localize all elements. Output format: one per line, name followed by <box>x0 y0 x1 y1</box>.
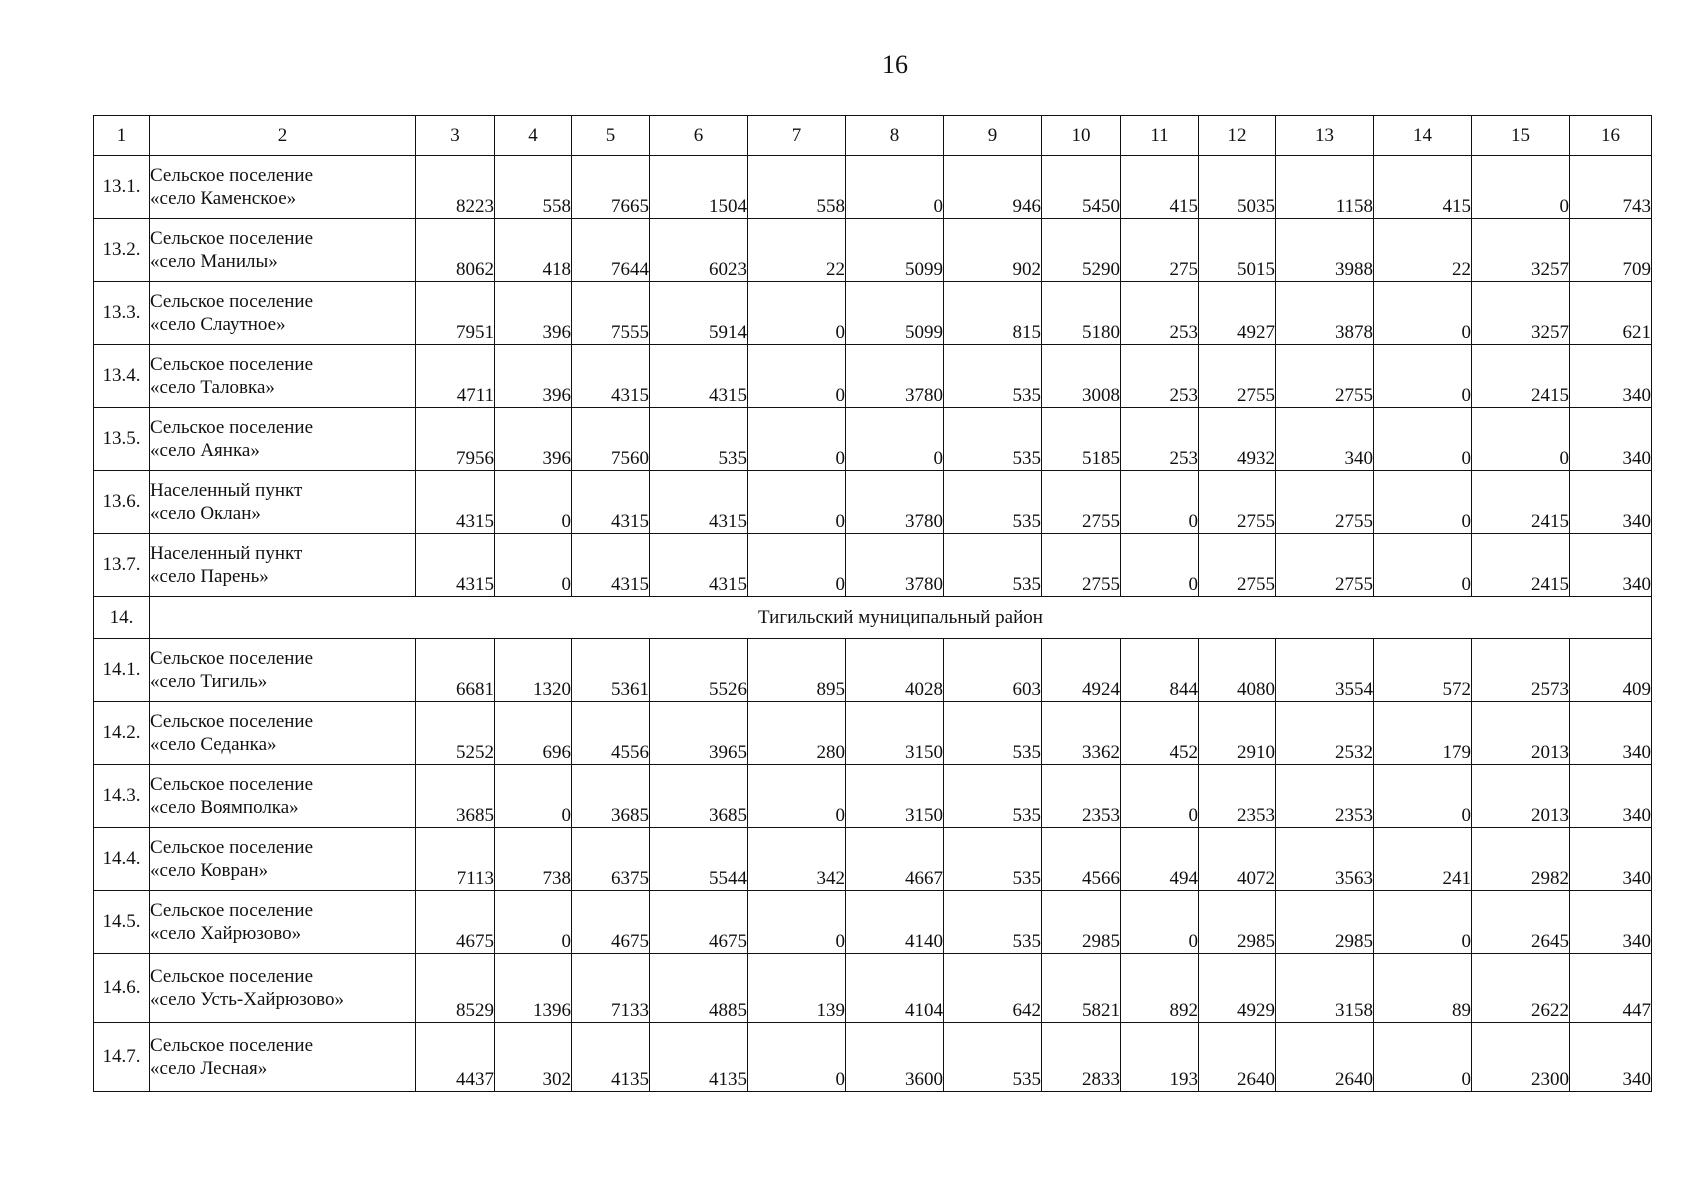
cell-col-12: 4927 <box>1199 282 1276 345</box>
cell-col-3: 7113 <box>416 828 495 891</box>
cell-col-16: 340 <box>1570 471 1652 534</box>
settlement-name <box>150 219 416 282</box>
cell-col-15: 2013 <box>1472 765 1570 828</box>
cell-col-11: 415 <box>1121 156 1199 219</box>
cell-col-14: 0 <box>1374 282 1472 345</box>
cell-col-6: 4315 <box>650 345 748 408</box>
cell-col-16: 340 <box>1570 765 1652 828</box>
row-code: 13.5. <box>94 408 150 471</box>
cell-col-10: 5180 <box>1042 282 1121 345</box>
cell-col-5: 7133 <box>572 954 650 1023</box>
cell-col-16: 340 <box>1570 702 1652 765</box>
cell-col-4: 0 <box>495 471 572 534</box>
cell-col-13: 1158 <box>1276 156 1374 219</box>
cell-col-14: 415 <box>1374 156 1472 219</box>
table-header <box>94 116 1652 156</box>
cell-col-4: 418 <box>495 219 572 282</box>
table-row <box>94 702 1652 765</box>
cell-col-7: 22 <box>748 219 846 282</box>
settlement-name <box>150 156 416 219</box>
cell-col-5: 4315 <box>572 534 650 597</box>
settlement-name <box>150 282 416 345</box>
column-header-4: 4 <box>495 116 572 156</box>
table-row <box>94 408 1652 471</box>
cell-col-15: 2415 <box>1472 534 1570 597</box>
cell-col-10: 2985 <box>1042 891 1121 954</box>
cell-col-9: 535 <box>944 408 1042 471</box>
column-header-12: 12 <box>1199 116 1276 156</box>
cell-col-13: 3158 <box>1276 954 1374 1023</box>
settlement-name <box>150 408 416 471</box>
cell-col-14: 22 <box>1374 219 1472 282</box>
cell-col-9: 535 <box>944 891 1042 954</box>
cell-col-7: 280 <box>748 702 846 765</box>
column-header-10: 10 <box>1042 116 1121 156</box>
column-header-2: 2 <box>150 116 416 156</box>
cell-col-13: 3988 <box>1276 219 1374 282</box>
column-header-15: 15 <box>1472 116 1570 156</box>
cell-col-11: 0 <box>1121 534 1199 597</box>
settlement-name-line: Сельское поселение <box>150 417 314 438</box>
cell-col-6: 6023 <box>650 219 748 282</box>
settlement-name <box>150 534 416 597</box>
settlement-name-line: Сельское поселение <box>150 774 314 795</box>
cell-col-13: 2532 <box>1276 702 1374 765</box>
cell-col-11: 0 <box>1121 471 1199 534</box>
cell-col-4: 302 <box>495 1023 572 1092</box>
cell-col-11: 892 <box>1121 954 1199 1023</box>
table-body <box>94 156 1652 1092</box>
column-header-9: 9 <box>944 116 1042 156</box>
cell-col-10: 5185 <box>1042 408 1121 471</box>
cell-col-12: 4080 <box>1199 639 1276 702</box>
cell-col-12: 2755 <box>1199 471 1276 534</box>
cell-col-4: 0 <box>495 534 572 597</box>
column-header-6: 6 <box>650 116 748 156</box>
cell-col-6: 1504 <box>650 156 748 219</box>
settlement-name-line: Сельское поселение <box>150 711 314 732</box>
settlement-name-line: «село Аянка» <box>150 440 260 461</box>
cell-col-13: 2640 <box>1276 1023 1374 1092</box>
cell-col-15: 3257 <box>1472 219 1570 282</box>
cell-col-3: 7956 <box>416 408 495 471</box>
cell-col-5: 4315 <box>572 345 650 408</box>
cell-col-6: 4885 <box>650 954 748 1023</box>
cell-col-16: 340 <box>1570 408 1652 471</box>
cell-col-15: 2645 <box>1472 891 1570 954</box>
cell-col-15: 3257 <box>1472 282 1570 345</box>
cell-col-6: 4135 <box>650 1023 748 1092</box>
settlement-name <box>150 639 416 702</box>
cell-col-16: 340 <box>1570 891 1652 954</box>
cell-col-6: 5914 <box>650 282 748 345</box>
settlement-name-line: «село Слаутное» <box>150 314 286 335</box>
cell-col-15: 2982 <box>1472 828 1570 891</box>
cell-col-14: 179 <box>1374 702 1472 765</box>
table-row <box>94 156 1652 219</box>
cell-col-14: 0 <box>1374 891 1472 954</box>
cell-col-3: 8223 <box>416 156 495 219</box>
cell-col-16: 340 <box>1570 534 1652 597</box>
cell-col-10: 2755 <box>1042 471 1121 534</box>
cell-col-5: 3685 <box>572 765 650 828</box>
cell-col-8: 0 <box>846 408 944 471</box>
row-code: 14.1. <box>94 639 150 702</box>
cell-col-5: 7555 <box>572 282 650 345</box>
cell-col-9: 902 <box>944 219 1042 282</box>
cell-col-14: 0 <box>1374 345 1472 408</box>
cell-col-16: 621 <box>1570 282 1652 345</box>
cell-col-5: 5361 <box>572 639 650 702</box>
column-header-1: 1 <box>94 116 150 156</box>
cell-col-9: 535 <box>944 471 1042 534</box>
cell-col-3: 4315 <box>416 471 495 534</box>
column-header-8: 8 <box>846 116 944 156</box>
cell-col-12: 2353 <box>1199 765 1276 828</box>
cell-col-16: 340 <box>1570 828 1652 891</box>
row-code: 14.3. <box>94 765 150 828</box>
cell-col-16: 709 <box>1570 219 1652 282</box>
settlement-name-line: «село Усть-Хайрюзово» <box>150 989 344 1010</box>
settlement-name-line: Населенный пункт <box>150 543 303 564</box>
cell-col-8: 3150 <box>846 765 944 828</box>
cell-col-15: 2622 <box>1472 954 1570 1023</box>
cell-col-3: 4675 <box>416 891 495 954</box>
cell-col-4: 396 <box>495 345 572 408</box>
cell-col-9: 535 <box>944 345 1042 408</box>
cell-col-10: 4566 <box>1042 828 1121 891</box>
cell-col-8: 3780 <box>846 471 944 534</box>
cell-col-7: 0 <box>748 765 846 828</box>
cell-col-16: 340 <box>1570 1023 1652 1092</box>
cell-col-10: 2833 <box>1042 1023 1121 1092</box>
cell-col-4: 696 <box>495 702 572 765</box>
cell-col-13: 340 <box>1276 408 1374 471</box>
cell-col-16: 743 <box>1570 156 1652 219</box>
cell-col-9: 815 <box>944 282 1042 345</box>
cell-col-10: 2353 <box>1042 765 1121 828</box>
cell-col-9: 535 <box>944 702 1042 765</box>
cell-col-6: 5544 <box>650 828 748 891</box>
cell-col-10: 5821 <box>1042 954 1121 1023</box>
table-row <box>94 534 1652 597</box>
settlement-name-line: Сельское поселение <box>150 291 314 312</box>
cell-col-15: 0 <box>1472 408 1570 471</box>
cell-col-7: 0 <box>748 534 846 597</box>
settlement-name <box>150 345 416 408</box>
cell-col-7: 0 <box>748 1023 846 1092</box>
settlement-name-line: «село Хайрюзово» <box>150 923 302 944</box>
settlement-name-line: Сельское поселение <box>150 966 314 987</box>
cell-col-11: 253 <box>1121 408 1199 471</box>
cell-col-3: 7951 <box>416 282 495 345</box>
cell-col-13: 2985 <box>1276 891 1374 954</box>
cell-col-5: 6375 <box>572 828 650 891</box>
cell-col-3: 3685 <box>416 765 495 828</box>
cell-col-4: 396 <box>495 282 572 345</box>
cell-col-3: 5252 <box>416 702 495 765</box>
cell-col-12: 4929 <box>1199 954 1276 1023</box>
row-code: 13.6. <box>94 471 150 534</box>
settlement-name-line: Сельское поселение <box>150 354 314 375</box>
cell-col-7: 0 <box>748 471 846 534</box>
cell-col-4: 1320 <box>495 639 572 702</box>
cell-col-8: 4104 <box>846 954 944 1023</box>
cell-col-14: 572 <box>1374 639 1472 702</box>
cell-col-5: 4135 <box>572 1023 650 1092</box>
cell-col-9: 642 <box>944 954 1042 1023</box>
settlement-name-line: Населенный пункт <box>150 480 303 501</box>
cell-col-13: 3878 <box>1276 282 1374 345</box>
header-row <box>94 116 1652 156</box>
settlement-name-line: «село Лесная» <box>150 1058 268 1079</box>
cell-col-11: 0 <box>1121 765 1199 828</box>
cell-col-12: 5035 <box>1199 156 1276 219</box>
cell-col-3: 6681 <box>416 639 495 702</box>
cell-col-9: 603 <box>944 639 1042 702</box>
cell-col-4: 738 <box>495 828 572 891</box>
settlement-name-line: Сельское поселение <box>150 1035 314 1056</box>
cell-col-10: 3008 <box>1042 345 1121 408</box>
cell-col-8: 4140 <box>846 891 944 954</box>
table-row <box>94 1023 1652 1092</box>
row-code: 13.4. <box>94 345 150 408</box>
cell-col-3: 8062 <box>416 219 495 282</box>
settlement-name-line: «село Таловка» <box>150 377 275 398</box>
row-code: 14.6. <box>94 954 150 1023</box>
cell-col-6: 4315 <box>650 471 748 534</box>
row-code: 14. <box>94 597 150 639</box>
section-row <box>94 597 1652 639</box>
cell-col-13: 2755 <box>1276 345 1374 408</box>
cell-col-11: 844 <box>1121 639 1199 702</box>
cell-col-5: 7665 <box>572 156 650 219</box>
settlement-name <box>150 1023 416 1092</box>
cell-col-7: 0 <box>748 408 846 471</box>
cell-col-8: 0 <box>846 156 944 219</box>
cell-col-9: 535 <box>944 765 1042 828</box>
column-header-11: 11 <box>1121 116 1199 156</box>
settlement-name <box>150 954 416 1023</box>
settlement-name-line: «село Оклан» <box>150 503 261 524</box>
cell-col-4: 0 <box>495 891 572 954</box>
column-header-5: 5 <box>572 116 650 156</box>
cell-col-5: 4556 <box>572 702 650 765</box>
cell-col-5: 7560 <box>572 408 650 471</box>
cell-col-7: 895 <box>748 639 846 702</box>
settlement-name-line: «село Каменское» <box>150 188 297 209</box>
table-row <box>94 765 1652 828</box>
table-row <box>94 471 1652 534</box>
column-header-14: 14 <box>1374 116 1472 156</box>
cell-col-14: 241 <box>1374 828 1472 891</box>
settlement-name <box>150 471 416 534</box>
cell-col-9: 946 <box>944 156 1042 219</box>
cell-col-7: 139 <box>748 954 846 1023</box>
cell-col-15: 2300 <box>1472 1023 1570 1092</box>
table-row <box>94 345 1652 408</box>
cell-col-11: 0 <box>1121 891 1199 954</box>
settlement-name-line: Сельское поселение <box>150 837 314 858</box>
row-code: 13.2. <box>94 219 150 282</box>
settlement-name-line: «село Тигиль» <box>150 671 268 692</box>
cell-col-10: 5290 <box>1042 219 1121 282</box>
cell-col-7: 558 <box>748 156 846 219</box>
cell-col-10: 2755 <box>1042 534 1121 597</box>
cell-col-6: 4315 <box>650 534 748 597</box>
cell-col-7: 0 <box>748 891 846 954</box>
row-code: 14.4. <box>94 828 150 891</box>
row-code: 13.3. <box>94 282 150 345</box>
cell-col-13: 3554 <box>1276 639 1374 702</box>
cell-col-15: 2415 <box>1472 345 1570 408</box>
cell-col-8: 5099 <box>846 282 944 345</box>
cell-col-15: 2013 <box>1472 702 1570 765</box>
cell-col-15: 2415 <box>1472 471 1570 534</box>
settlement-name-line: Сельское поселение <box>150 900 314 921</box>
cell-col-3: 4437 <box>416 1023 495 1092</box>
cell-col-3: 4711 <box>416 345 495 408</box>
row-code: 13.7. <box>94 534 150 597</box>
table-row <box>94 219 1652 282</box>
cell-col-12: 2755 <box>1199 534 1276 597</box>
cell-col-13: 2755 <box>1276 471 1374 534</box>
cell-col-10: 4924 <box>1042 639 1121 702</box>
cell-col-3: 4315 <box>416 534 495 597</box>
cell-col-12: 2910 <box>1199 702 1276 765</box>
cell-col-4: 558 <box>495 156 572 219</box>
table-row <box>94 828 1652 891</box>
table-row <box>94 639 1652 702</box>
cell-col-12: 5015 <box>1199 219 1276 282</box>
cell-col-16: 447 <box>1570 954 1652 1023</box>
cell-col-13: 2353 <box>1276 765 1374 828</box>
column-header-3: 3 <box>416 116 495 156</box>
settlement-name <box>150 765 416 828</box>
cell-col-8: 4028 <box>846 639 944 702</box>
cell-col-14: 0 <box>1374 1023 1472 1092</box>
cell-col-11: 193 <box>1121 1023 1199 1092</box>
cell-col-15: 2573 <box>1472 639 1570 702</box>
settlement-name-line: «село Парень» <box>150 566 269 587</box>
cell-col-5: 4675 <box>572 891 650 954</box>
settlement-name <box>150 828 416 891</box>
cell-col-14: 89 <box>1374 954 1472 1023</box>
cell-col-4: 396 <box>495 408 572 471</box>
cell-col-4: 0 <box>495 765 572 828</box>
cell-col-7: 0 <box>748 345 846 408</box>
cell-col-9: 535 <box>944 1023 1042 1092</box>
cell-col-6: 3685 <box>650 765 748 828</box>
cell-col-13: 3563 <box>1276 828 1374 891</box>
cell-col-9: 535 <box>944 534 1042 597</box>
row-code: 14.7. <box>94 1023 150 1092</box>
cell-col-3: 8529 <box>416 954 495 1023</box>
data-table <box>93 115 1652 1092</box>
settlement-name-line: «село Ковран» <box>150 860 269 881</box>
cell-col-12: 4072 <box>1199 828 1276 891</box>
section-title: Тигильский муниципальный район <box>150 597 1652 639</box>
cell-col-10: 3362 <box>1042 702 1121 765</box>
cell-col-10: 5450 <box>1042 156 1121 219</box>
table-row <box>94 891 1652 954</box>
cell-col-11: 253 <box>1121 345 1199 408</box>
cell-col-5: 4315 <box>572 471 650 534</box>
cell-col-8: 4667 <box>846 828 944 891</box>
settlement-name <box>150 702 416 765</box>
cell-col-12: 2640 <box>1199 1023 1276 1092</box>
cell-col-6: 3965 <box>650 702 748 765</box>
cell-col-12: 2755 <box>1199 345 1276 408</box>
table-row <box>94 282 1652 345</box>
cell-col-7: 342 <box>748 828 846 891</box>
settlement-name-line: Сельское поселение <box>150 165 314 186</box>
cell-col-8: 3150 <box>846 702 944 765</box>
cell-col-5: 7644 <box>572 219 650 282</box>
cell-col-8: 3600 <box>846 1023 944 1092</box>
cell-col-16: 409 <box>1570 639 1652 702</box>
page-number: 16 <box>882 50 908 79</box>
column-header-16: 16 <box>1570 116 1652 156</box>
cell-col-12: 2985 <box>1199 891 1276 954</box>
cell-col-6: 5526 <box>650 639 748 702</box>
cell-col-15: 0 <box>1472 156 1570 219</box>
cell-col-16: 340 <box>1570 345 1652 408</box>
cell-col-7: 0 <box>748 282 846 345</box>
cell-col-14: 0 <box>1374 408 1472 471</box>
cell-col-6: 4675 <box>650 891 748 954</box>
cell-col-8: 5099 <box>846 219 944 282</box>
cell-col-11: 452 <box>1121 702 1199 765</box>
settlement-name-line: Сельское поселение <box>150 648 314 669</box>
cell-col-12: 4932 <box>1199 408 1276 471</box>
column-header-13: 13 <box>1276 116 1374 156</box>
cell-col-11: 253 <box>1121 282 1199 345</box>
row-code: 14.2. <box>94 702 150 765</box>
cell-col-11: 275 <box>1121 219 1199 282</box>
cell-col-11: 494 <box>1121 828 1199 891</box>
cell-col-8: 3780 <box>846 345 944 408</box>
cell-col-14: 0 <box>1374 471 1472 534</box>
cell-col-9: 535 <box>944 828 1042 891</box>
settlement-name-line: «село Воямполка» <box>150 797 299 818</box>
cell-col-14: 0 <box>1374 534 1472 597</box>
settlement-name-line: Сельское поселение <box>150 228 314 249</box>
cell-col-4: 1396 <box>495 954 572 1023</box>
row-code: 13.1. <box>94 156 150 219</box>
cell-col-8: 3780 <box>846 534 944 597</box>
table-row <box>94 954 1652 1023</box>
cell-col-6: 535 <box>650 408 748 471</box>
cell-col-14: 0 <box>1374 765 1472 828</box>
row-code: 14.5. <box>94 891 150 954</box>
column-header-7: 7 <box>748 116 846 156</box>
settlement-name-line: «село Седанка» <box>150 734 277 755</box>
settlement-name-line: «село Манилы» <box>150 251 278 272</box>
settlement-name <box>150 891 416 954</box>
cell-col-13: 2755 <box>1276 534 1374 597</box>
